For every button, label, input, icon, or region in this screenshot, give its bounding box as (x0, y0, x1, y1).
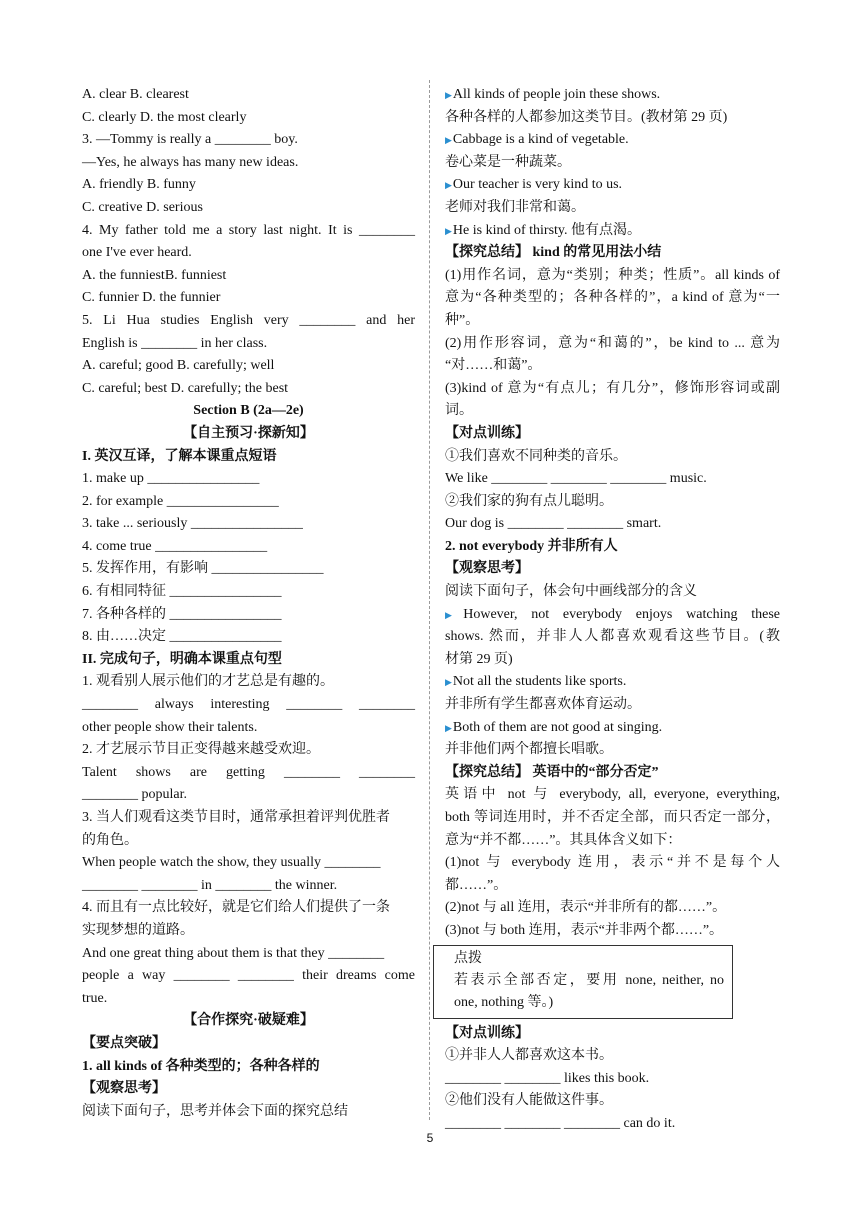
section-heading: Section B (2a—2e) (193, 403, 304, 419)
option-line: C. funnier D. the funnier (82, 290, 221, 306)
summary-text: 意为“各种类型的；各种各样的”，a kind of 意为“一 (445, 290, 780, 306)
subsection-heading: 【要点突破】 (82, 1035, 166, 1051)
page-number: 5 (426, 1131, 434, 1145)
option-line: A. clear B. clearest (82, 87, 189, 102)
arrow-bullet-icon: ▶ (445, 225, 452, 236)
example-translation: 并非所有学生都喜欢体育运动。 (445, 697, 641, 713)
summary-text: (3)not 与 both 连用，表示“并非两个都……”。 (445, 922, 724, 938)
part-heading: II. 完成句子，明确本课重点句型 (82, 651, 282, 667)
arrow-bullet-icon: ▶ (445, 609, 463, 620)
arrow-bullet-icon: ▶ (445, 722, 452, 733)
tip-title: 点拨 (454, 950, 482, 966)
example-sentence: ▶Both of them are not good at singing. (445, 719, 663, 735)
arrow-bullet-icon: ▶ (445, 90, 452, 100)
point-heading: 1. all kinds of 各种类型的；各种各样的 (82, 1058, 320, 1074)
practice-item: ②我们家的狗有点儿聪明。 (445, 493, 613, 509)
practice-item: ②他们没有人能做这件事。 (445, 1093, 613, 1109)
subsection-heading: 【观察思考】 (82, 1081, 166, 1097)
summary-text: (1)用作名词，意为“类别；种类；性质”。all kinds of (445, 267, 780, 283)
practice-heading: 【对点训练】 (445, 425, 529, 441)
option-line: A. the funniestB. funniest (82, 267, 227, 283)
instruction: 阅读下面句子，思考并体会下面的探究总结 (82, 1103, 348, 1119)
example-sentence: ▶He is kind of thirsty. 他有点渴。 (445, 222, 642, 238)
column-divider (429, 80, 430, 1120)
example-sentence: ▶Not all the students like sports. (445, 674, 627, 690)
tip-text: one, nothing 等。) (454, 994, 554, 1010)
phrase-item: 8. 由……决定 ________________ (82, 629, 282, 645)
phrase-item: 2. for example ________________ (82, 493, 279, 509)
summary-text: “对……和蔼”。 (445, 358, 542, 374)
option-line: C. creative D. serious (82, 199, 203, 215)
phrase-item: 6. 有相同特征 ________________ (82, 584, 282, 600)
summary-text: (3)kind of 意为“有点儿；有几分”，修饰形容词或副 (445, 380, 780, 396)
tip-text: 若表示全部否定，要用 none, neither, no (454, 972, 724, 988)
option-line: A. friendly B. funny (82, 177, 196, 193)
summary-text: 意为“并不都……”。其具体含义如下： (445, 832, 682, 848)
practice-heading: 【对点训练】 (445, 1025, 529, 1041)
sentence-blank: Talent shows are getting ________ ________ (82, 764, 415, 780)
example-translation: 卷心菜是一种蔬菜。 (445, 154, 571, 170)
summary-text: 词。 (445, 403, 473, 419)
phrase-item: 3. take ... seriously ________________ (82, 516, 303, 532)
question-4: 4. My father told me a story last night. It is ________ (82, 222, 415, 238)
sentence-item: 实现梦想的道路。 (82, 922, 194, 938)
summary-text: (2)not 与 all 连用，表示“并非所有的都……”。 (445, 900, 727, 916)
practice-blank: ________ ________ likes this book. (445, 1070, 650, 1086)
question-3-answer: —Yes, he always has many new ideas. (82, 154, 299, 170)
summary-heading: 【探究总结】 英语中的“部分否定” (445, 764, 659, 780)
arrow-bullet-icon: ▶ (445, 135, 452, 146)
arrow-bullet-icon: ▶ (445, 180, 452, 191)
example-translation: 老师对我们非常和蔼。 (445, 199, 585, 215)
arrow-bullet-icon: ▶ (445, 677, 452, 688)
summary-text: both 等词连用时，并不否定全部，而只否定一部分， (445, 810, 780, 825)
example-sentence: ▶However, not everybody enjoys watching these (445, 606, 781, 622)
sentence-blank: other people show their talents. (82, 719, 258, 735)
instruction: 阅读下面句子，体会句中画线部分的含义 (445, 584, 697, 600)
practice-item: ①我们喜欢不同种类的音乐。 (445, 448, 627, 464)
tip-box (433, 945, 733, 1019)
example-translation: shows. 然而，并非人人都喜欢观看这些节目。(教 (445, 629, 780, 645)
summary-text: (1)not 与 everybody 连用，表示“并不是每个人 (445, 855, 780, 871)
example-translation: 材第 29 页) (445, 651, 513, 667)
phrase-item: 5. 发挥作用，有影响 ________________ (82, 561, 324, 577)
question-5: 5. Li Hua studies English very ________ and her (82, 312, 415, 328)
sentence-blank: When people watch the show, they usually ________ (82, 855, 381, 871)
question-3: 3. —Tommy is really a ________ boy. (82, 132, 298, 148)
subsection-heading: 【观察思考】 (445, 561, 529, 577)
subsection-heading: 【自主预习·探新知】 (183, 425, 314, 441)
sentence-blank: people a way ________ ________ their dreams come (82, 968, 415, 984)
sentence-item: 3. 当人们观看这类节目时，通常承担着评判优胜者 (82, 810, 390, 825)
left-column (82, 84, 415, 1123)
sentence-item: 1. 观看别人展示他们的才艺总是有趣的。 (82, 674, 334, 690)
option-line: C. careful; best D. carefully; the best (82, 380, 289, 396)
sentence-blank: true. (82, 990, 108, 1006)
option-line: A. careful; good B. carefully; well (82, 358, 275, 374)
point-heading: 2. not everybody 并非所有人 (445, 538, 618, 554)
sentence-blank: ________ always interesting ________ ________ (82, 697, 415, 713)
practice-blank: Our dog is ________ ________ smart. (445, 516, 662, 532)
example-translation: 各种各样的人都参加这类节目。(教材第 29 页) (445, 109, 728, 125)
practice-blank: We like ________ ________ ________ music. (445, 471, 707, 487)
part-heading: I. 英汉互译，了解本课重点短语 (82, 448, 277, 464)
sentence-item: 4. 而且有一点比较好，就是它们给人们提供了一条 (82, 900, 390, 916)
sentence-blank: ________ ________ in ________ the winner. (82, 877, 338, 893)
sentence-blank: ________ popular. (82, 787, 187, 803)
sentence-blank: And one great thing about them is that they ________ (82, 945, 385, 961)
example-sentence: ▶Our teacher is very kind to us. (445, 177, 623, 193)
sentence-item: 的角色。 (82, 832, 138, 848)
practice-item: ①并非人人都喜欢这本书。 (445, 1048, 613, 1064)
subsection-heading: 【合作探究·破疑难】 (183, 1013, 314, 1029)
summary-text: (2)用作形容词，意为“和蔼的”，be kind to ... 意为 (445, 335, 780, 351)
option-line: C. clearly D. the most clearly (82, 109, 247, 125)
summary-text: 种”。 (445, 312, 480, 328)
example-translation: 并非他们两个都擅长唱歌。 (445, 742, 613, 758)
question-4-cont: one I've ever heard. (82, 245, 192, 261)
summary-text: 都……”。 (445, 877, 508, 893)
phrase-item: 1. make up ________________ (82, 471, 260, 487)
phrase-item: 7. 各种各样的 ________________ (82, 606, 282, 622)
practice-blank: ________ ________ ________ can do it. (445, 1115, 676, 1131)
sentence-item: 2. 才艺展示节目正变得越来越受欢迎。 (82, 742, 320, 758)
right-column (445, 84, 780, 1136)
summary-heading: 【探究总结】 kind 的常见用法小结 (445, 245, 662, 261)
phrase-item: 4. come true ________________ (82, 538, 268, 554)
example-sentence: ▶All kinds of people join these shows. (445, 87, 661, 102)
summary-text: 英语中 not 与 everybody, all, everyone, everything, (445, 787, 780, 803)
example-sentence: ▶Cabbage is a kind of vegetable. (445, 132, 629, 148)
question-5-cont: English is ________ in her class. (82, 335, 268, 351)
